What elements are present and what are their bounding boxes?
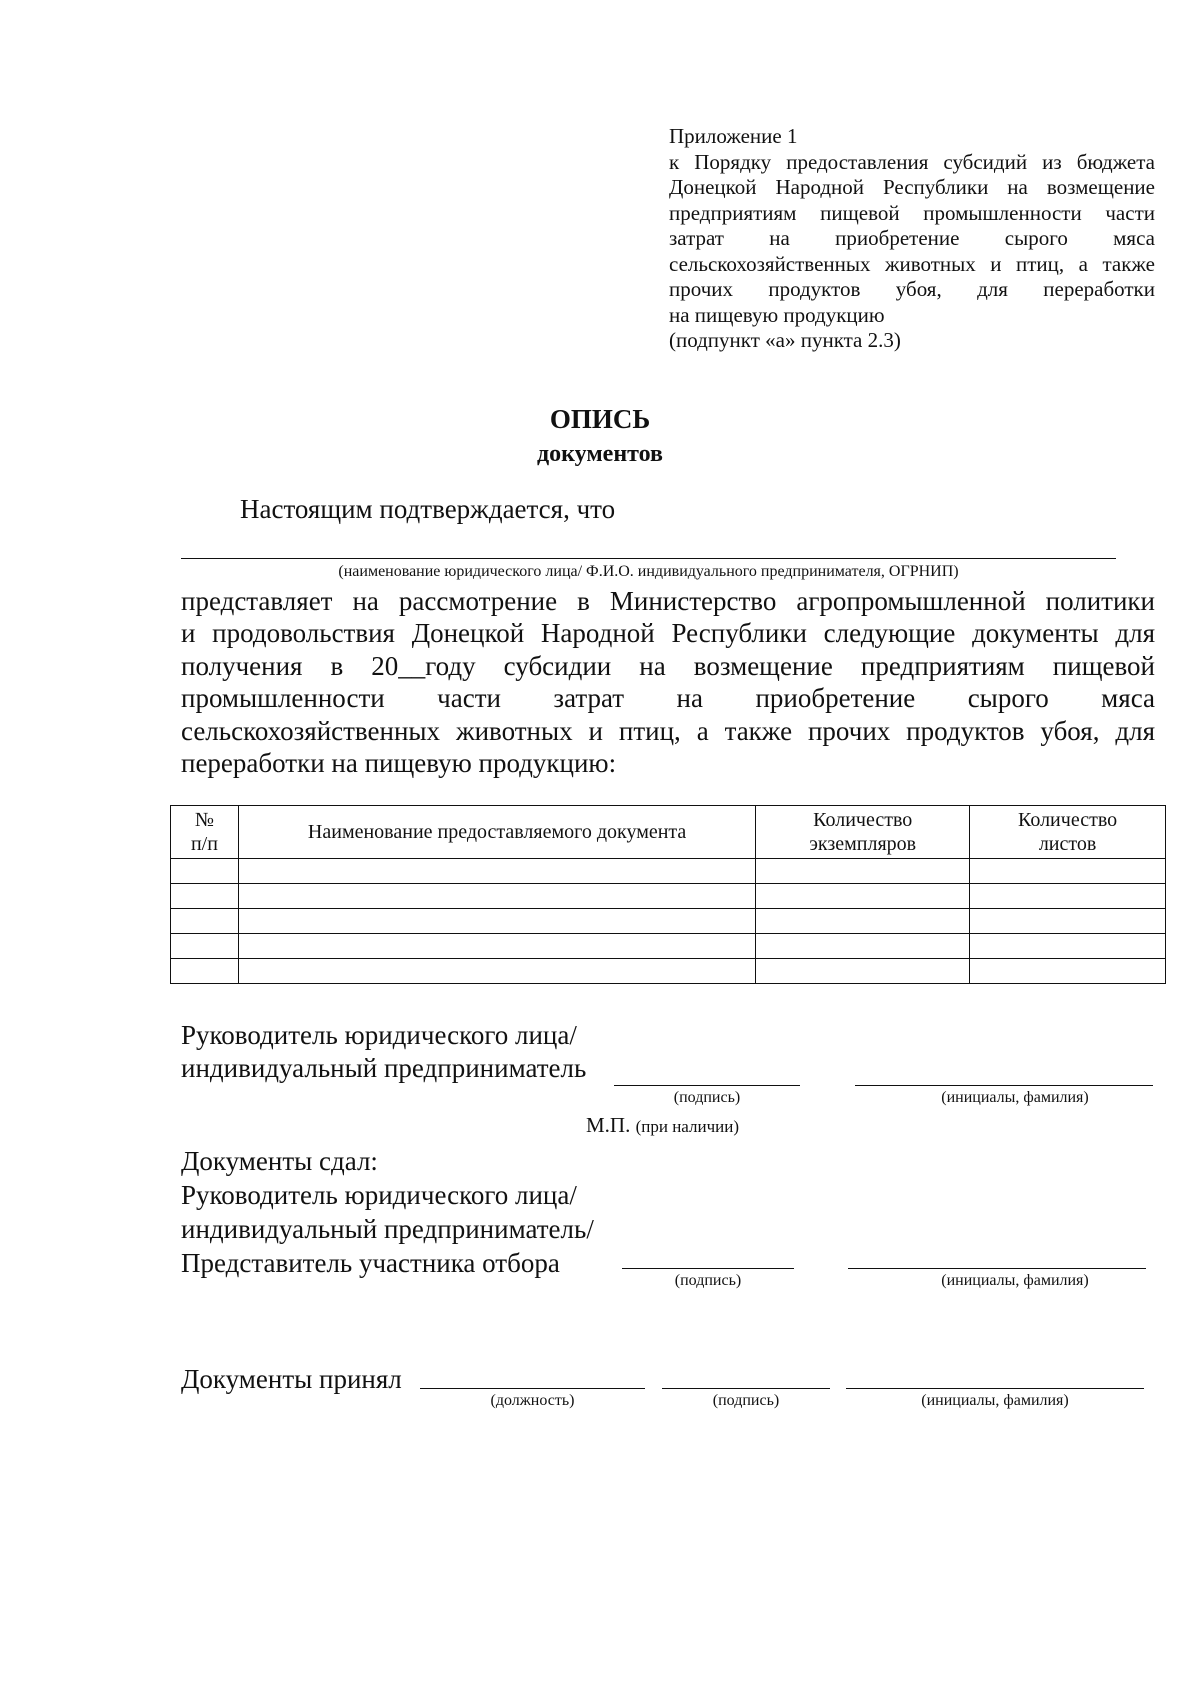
head-signature-line[interactable] xyxy=(614,1085,800,1086)
table-row xyxy=(171,884,1166,909)
stamp-note: (при наличии) xyxy=(635,1117,739,1136)
cell-number[interactable] xyxy=(171,959,239,984)
cell-document-name[interactable] xyxy=(238,934,755,959)
appendix-line: затрат на приобретение сырого мяса xyxy=(669,226,1155,250)
appendix-line: Приложение 1 xyxy=(669,124,798,148)
cell-sheets[interactable] xyxy=(970,959,1166,984)
appendix-line: (подпункт «а» пункта 2.3) xyxy=(669,328,901,352)
confirm-text: Настоящим подтверждается, что xyxy=(240,494,616,524)
submitted-line2: индивидуальный предприниматель/ xyxy=(181,1214,594,1244)
cell-number[interactable] xyxy=(171,934,239,959)
submitted-signature-line[interactable] xyxy=(622,1268,794,1269)
submitted-line1: Руководитель юридического лица/ xyxy=(181,1180,577,1210)
head-initials-line[interactable] xyxy=(855,1085,1153,1086)
cell-copies[interactable] xyxy=(756,909,970,934)
cell-document-name[interactable] xyxy=(238,959,755,984)
accepted-position-line[interactable] xyxy=(420,1388,645,1389)
cell-sheets[interactable] xyxy=(970,859,1166,884)
head-label-line1: Руководитель юридического лица/ xyxy=(181,1020,577,1050)
accepted-initials-line[interactable] xyxy=(846,1388,1144,1389)
stamp-label: М.П. xyxy=(586,1113,631,1137)
head-label-line2: индивидуальный предприниматель xyxy=(181,1053,587,1083)
appendix-header xyxy=(669,124,1155,354)
table-header-row xyxy=(171,806,1166,859)
header-copies xyxy=(756,806,970,859)
cell-copies[interactable] xyxy=(756,959,970,984)
cell-number[interactable] xyxy=(171,859,239,884)
header-number-line: п/п xyxy=(190,833,218,855)
appendix-line: прочих продуктов убоя, для переработки xyxy=(669,277,1155,301)
cell-sheets[interactable] xyxy=(970,909,1166,934)
submitted-initials-caption: (инициалы, фамилия) xyxy=(941,1272,1089,1289)
cell-document-name[interactable] xyxy=(238,884,755,909)
header-document-name: Наименование предоставляемого документа xyxy=(238,806,755,859)
document-subtitle: документов xyxy=(537,441,663,467)
header-copies-line: Количество xyxy=(813,809,913,831)
accepted-signature-line[interactable] xyxy=(662,1388,830,1389)
head-signature-caption: (подпись) xyxy=(673,1089,741,1106)
appendix-line: к Порядку предоставления субсидий из бюджета xyxy=(669,149,1155,174)
appendix-line: Донецкой Народной Республики на возмещение xyxy=(669,175,1155,199)
header-sheets-line: листов xyxy=(1038,833,1097,855)
submitted-label: Документы сдал: xyxy=(181,1146,378,1176)
body-line: сельскохозяйственных животных и птиц, а также прочих продуктов убоя, для xyxy=(181,715,1155,746)
header-sheets xyxy=(970,806,1166,859)
appendix-line: сельскохозяйственных животных и птиц, а также xyxy=(669,251,1155,276)
submitted-signature-caption: (подпись) xyxy=(674,1272,742,1289)
submitted-line3: Представитель участника отбора xyxy=(181,1248,560,1278)
applicant-name-line[interactable] xyxy=(181,558,1116,559)
cell-sheets[interactable] xyxy=(970,934,1166,959)
body-line: переработки на пищевую продукцию: xyxy=(181,748,617,779)
table-row xyxy=(171,934,1166,959)
appendix-line: предприятиям пищевой промышленности части xyxy=(669,200,1155,225)
cell-sheets[interactable] xyxy=(970,884,1166,909)
accepted-label: Документы принял xyxy=(181,1364,402,1394)
applicant-name-caption: (наименование юридического лица/ Ф.И.О. индивидуального предпринимателя, ОГРНИП) xyxy=(338,563,959,580)
stamp-placeholder xyxy=(586,1113,739,1138)
accepted-position-caption: (должность) xyxy=(490,1392,575,1409)
table-row xyxy=(171,909,1166,934)
header-copies-line: экземпляров xyxy=(809,833,917,855)
table-row xyxy=(171,959,1166,984)
cell-copies[interactable] xyxy=(756,859,970,884)
body-line: представляет на рассмотрение в Министерство агропромышленной политики xyxy=(181,586,1155,616)
submitted-initials-line[interactable] xyxy=(848,1268,1146,1269)
cell-copies[interactable] xyxy=(756,884,970,909)
body-line: получения в 20__году субсидии на возмещение предприятиям пищевой xyxy=(181,650,1155,681)
table-body xyxy=(171,859,1166,984)
header-number xyxy=(171,806,239,859)
documents-table xyxy=(170,805,1166,984)
accepted-signature-caption: (подпись) xyxy=(712,1392,780,1409)
body-line: и продовольствия Донецкой Народной Республики следующие документы для xyxy=(181,618,1155,649)
body-paragraph xyxy=(181,585,1155,779)
appendix-line: на пищевую продукцию xyxy=(669,302,885,327)
document-title: ОПИСЬ xyxy=(549,404,651,434)
table-row xyxy=(171,859,1166,884)
header-sheets-line: Количество xyxy=(1018,809,1118,831)
header-number-line: № xyxy=(194,809,214,831)
head-initials-caption: (инициалы, фамилия) xyxy=(941,1089,1089,1106)
cell-number[interactable] xyxy=(171,884,239,909)
cell-document-name[interactable] xyxy=(238,859,755,884)
cell-document-name[interactable] xyxy=(238,909,755,934)
body-line: промышленности части затрат на приобретение сырого мяса xyxy=(181,683,1155,714)
cell-copies[interactable] xyxy=(756,934,970,959)
accepted-initials-caption: (инициалы, фамилия) xyxy=(921,1392,1069,1409)
cell-number[interactable] xyxy=(171,909,239,934)
